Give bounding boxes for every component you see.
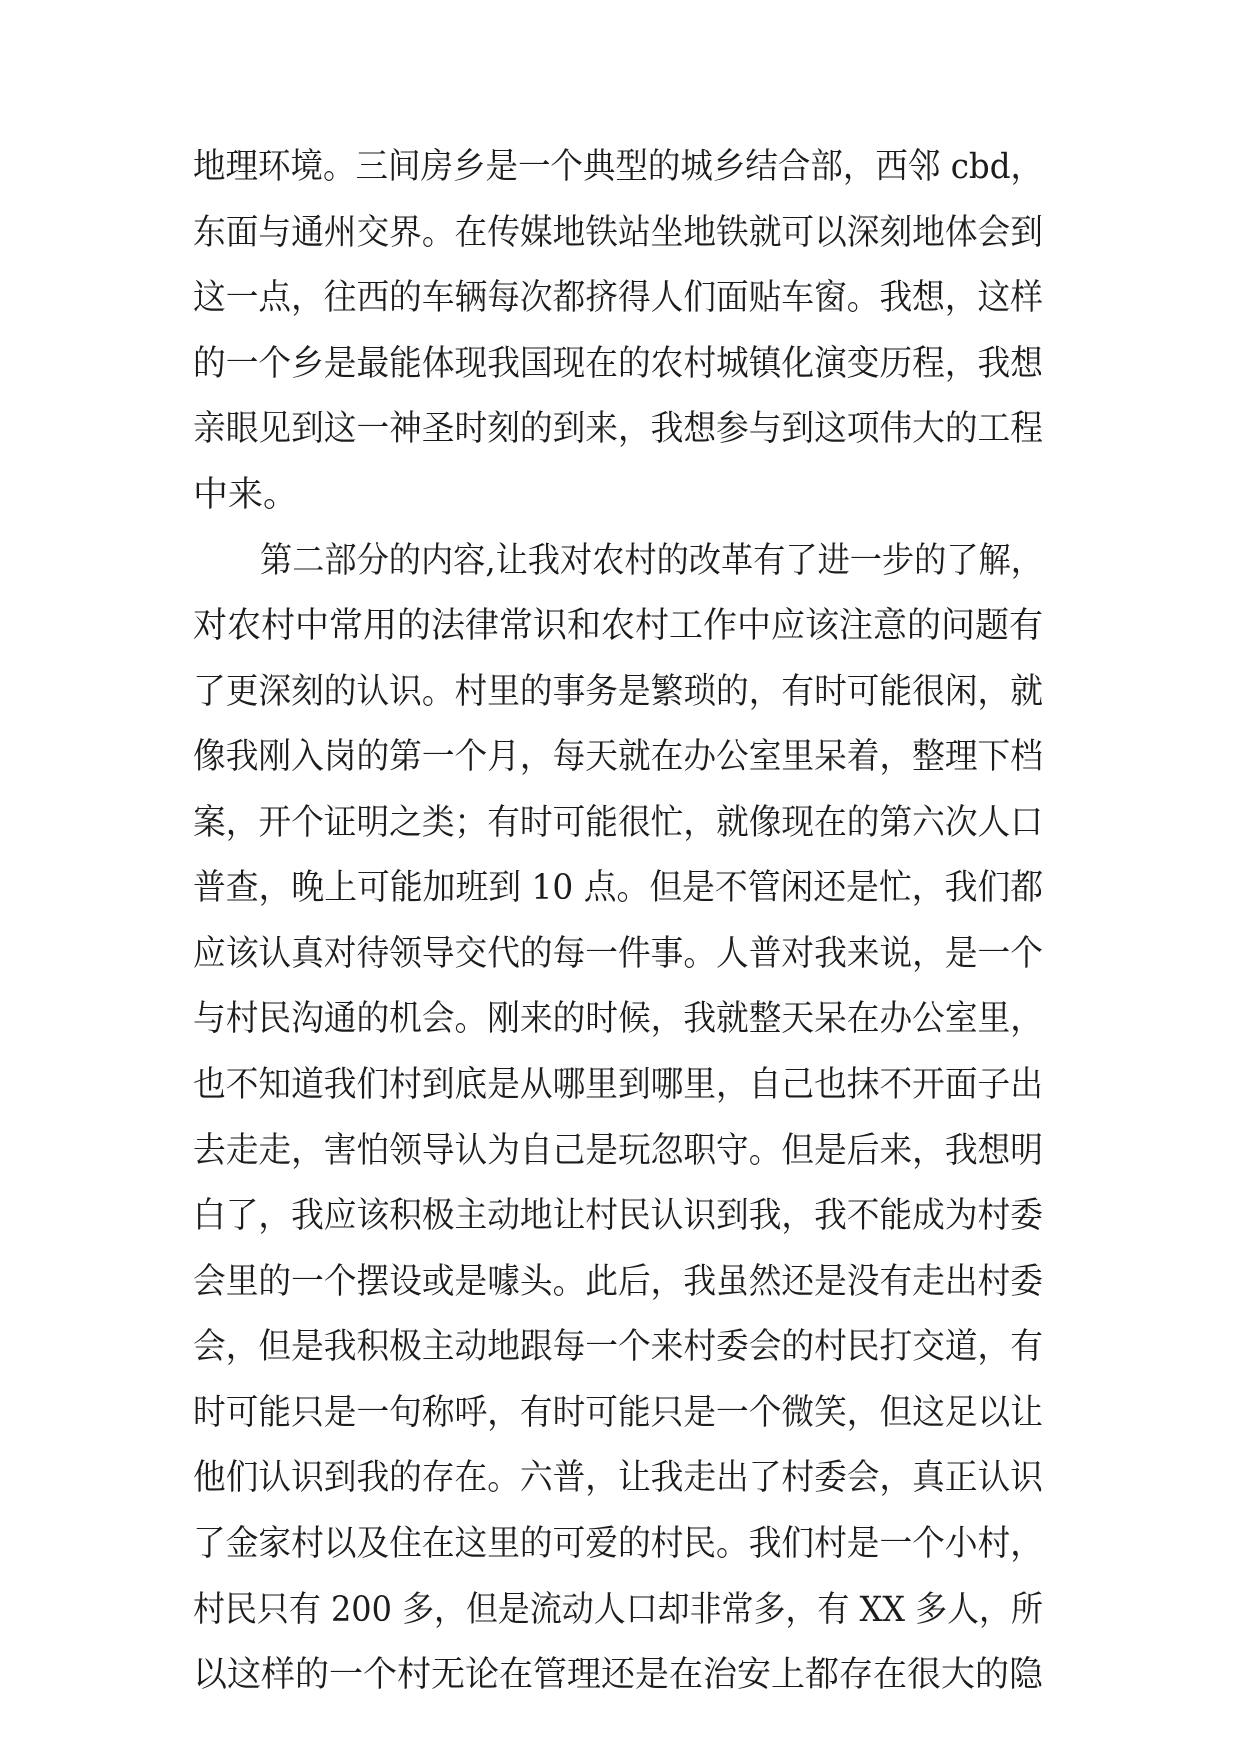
text-line-content: 第二部分的内容,让我对农村的改革有了进一步的了解，	[260, 541, 1043, 581]
text-line	[0, 991, 1241, 1047]
text-line-content: 白了，我应该积极主动地让村民认识到我，我不能成为村委	[193, 1196, 1043, 1236]
text-line-content: 他们认识到我的存在。六普，让我走出了村委会，真正认识	[193, 1458, 1043, 1498]
text-line-content: 了更深刻的认识。村里的事务是繁琐的，有时可能很闲，就	[193, 672, 1043, 712]
text-line	[0, 860, 1241, 916]
text-line-content: 这一点，往西的车辆每次都挤得人们面贴车窗。我想，这样	[193, 278, 1043, 318]
text-line-content: 会，但是我积极主动地跟每一个来村委会的村民打交道，有	[193, 1327, 1043, 1367]
text-line	[0, 795, 1241, 851]
text-line	[0, 139, 1241, 195]
text-line-content: 会里的一个摆设或是噱头。此后，我虽然还是没有走出村委	[193, 1262, 1043, 1302]
text-line-content: 东面与通州交界。在传媒地铁站坐地铁就可以深刻地体会到	[193, 213, 1043, 253]
text-line-content: 应该认真对待领导交代的每一件事。人普对我来说，是一个	[193, 934, 1043, 974]
text-line	[0, 1582, 1241, 1638]
text-line	[0, 336, 1241, 392]
text-line	[0, 401, 1241, 457]
text-line-content: 村民只有 200 多，但是流动人口却非常多，有 XX 多人，所	[193, 1590, 1043, 1630]
text-line	[0, 1647, 1241, 1703]
text-line	[0, 1188, 1241, 1244]
text-line-content: 与村民沟通的机会。刚来的时候，我就整天呆在办公室里，	[193, 999, 1043, 1039]
text-line	[0, 1123, 1241, 1179]
text-line	[0, 1057, 1241, 1113]
text-line	[0, 598, 1241, 654]
text-line-content: 案，开个证明之类；有时可能很忙，就像现在的第六次人口	[193, 803, 1043, 843]
text-line	[0, 467, 1241, 523]
text-line	[0, 926, 1241, 982]
text-line-content: 地理环境。三间房乡是一个典型的城乡结合部，西邻 cbd，	[193, 147, 1043, 187]
text-line-content: 了金家村以及住在这里的可爱的村民。我们村是一个小村，	[193, 1524, 1043, 1564]
text-line-content: 去走走，害怕领导认为自己是玩忽职守。但是后来，我想明	[193, 1131, 1043, 1171]
text-line	[0, 729, 1241, 785]
text-line-content: 也不知道我们村到底是从哪里到哪里，自己也抹不开面子出	[193, 1065, 1043, 1105]
text-line-content: 普查，晚上可能加班到 10 点。但是不管闲还是忙，我们都	[193, 868, 1044, 908]
paragraph-first-line	[0, 533, 1241, 589]
text-line	[0, 1450, 1241, 1506]
text-line	[0, 1516, 1241, 1572]
text-line-content: 对农村中常用的法律常识和农村工作中应该注意的问题有	[193, 606, 1043, 646]
text-line	[0, 1385, 1241, 1441]
text-line	[0, 1254, 1241, 1310]
text-line	[0, 205, 1241, 261]
text-line-content: 的一个乡是最能体现我国现在的农村城镇化演变历程，我想	[193, 344, 1043, 384]
text-line-content: 亲眼见到这一神圣时刻的到来，我想参与到这项伟大的工程	[193, 409, 1043, 449]
text-line	[0, 1319, 1241, 1375]
text-line-content: 中来。	[193, 475, 299, 515]
text-line	[0, 270, 1241, 326]
text-line-content: 以这样的一个村无论在管理还是在治安上都存在很大的隐	[193, 1655, 1043, 1695]
text-line-content: 时可能只是一句称呼，有时可能只是一个微笑，但这足以让	[193, 1393, 1043, 1433]
text-line	[0, 664, 1241, 720]
text-line-content: 像我刚入岗的第一个月，每天就在办公室里呆着，整理下档	[193, 737, 1043, 777]
